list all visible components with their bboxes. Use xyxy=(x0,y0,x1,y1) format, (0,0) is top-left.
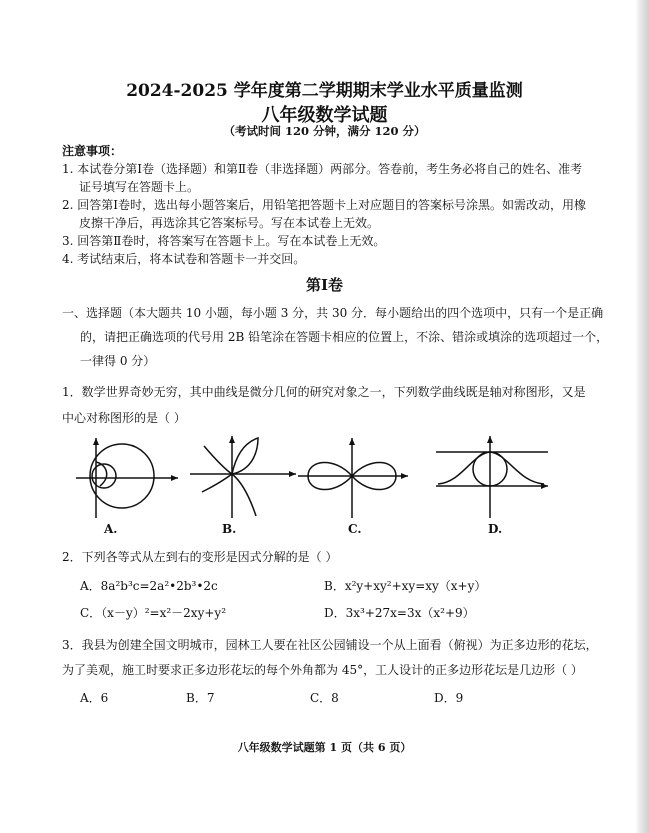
part1-instruction-line-3: 一律得 0 分） xyxy=(80,354,156,368)
notice-line-5: 3. 回答第Ⅱ卷时，将答案写在答题卡上。写在本试卷上无效。 xyxy=(62,234,386,248)
q2-option-c: C．（x－y）²=x²－2xy+y² xyxy=(80,606,226,620)
q3-option-a: A．6 xyxy=(80,691,109,705)
exam-subject-title: 八年级数学试题 xyxy=(261,105,388,126)
q1-figure-a xyxy=(70,432,194,520)
section-title: 第Ⅰ卷 xyxy=(305,276,344,294)
q1-figure-c xyxy=(294,432,418,520)
q1-option-b-label: B. xyxy=(222,522,237,536)
q2-option-d: D．3x³+27x=3x（x²+9） xyxy=(324,606,475,620)
part1-instruction-line-2: 的，请把正确选项的代号用 2B 铅笔涂在答题卡相应的位置上，不涂、错涂或填涂的选项超过一个， xyxy=(80,330,609,344)
part1-instruction-line-1: 一、选择题（本大题共 10 小题，每小题 3 分，共 30 分．每小题给出的四个选项中，只有一个是正确 xyxy=(62,306,604,320)
notice-line-4: 皮擦干净后，再选涂其它答案标号。写在本试卷上无效。 xyxy=(79,216,380,230)
q1-figure-b xyxy=(186,432,310,520)
notice-line-1: 1. 本试卷分第Ⅰ卷（选择题）和第Ⅱ卷（非选择题）两部分。答卷前，考生务必将自己的姓名、准考 xyxy=(62,162,583,176)
q1-option-d-label: D. xyxy=(488,522,503,536)
q1-option-a-label: A. xyxy=(104,522,118,536)
q3-option-c: C．8 xyxy=(310,691,339,705)
q3-option-d: D．9 xyxy=(434,691,464,705)
q1-figure-d xyxy=(432,432,556,520)
exam-time-info: （考试时间 120 分钟，满分 120 分） xyxy=(223,124,426,138)
q2-option-a: A．8a²b³c=2a²•2b³•2c xyxy=(80,579,218,593)
q3-option-b: B．7 xyxy=(186,691,215,705)
q1-option-c-label: C. xyxy=(348,522,362,536)
q3-stem-line-1: 3．我县为创建全国文明城市，园林工人要在社区公园铺设一个从上面看（俯视）为正多边形的花坛， xyxy=(62,638,598,652)
q2-stem: 2．下列各等式从左到右的变形是因式分解的是（ ） xyxy=(62,550,338,564)
exam-title: 2024-2025 学年度第二学期期末学业水平质量监测 xyxy=(126,81,523,101)
q3-stem-line-2: 为了美观，施工时要求正多边形花坛的每个外角都为 45°，工人设计的正多边形花坛是几边形（ ） xyxy=(62,663,583,677)
notice-line-3: 2. 回答第Ⅰ卷时，选出每小题答案后，用铅笔把答题卡上对应题目的答案标号涂黑。如需改动，用橡 xyxy=(62,198,587,212)
q1-stem-line-2: 中心对称图形的是（ ） xyxy=(62,411,186,425)
page-footer: 八年级数学试题第 1 页（共 6 页） xyxy=(237,741,412,754)
notice-line-2: 证号填写在答题卡上。 xyxy=(79,180,200,194)
notice-heading: 注意事项： xyxy=(62,144,123,158)
q2-option-b: B．x²y+xy²+xy=xy（x+y） xyxy=(324,579,487,593)
notice-line-6: 4. 考试结束后，将本试卷和答题卡一并交回。 xyxy=(62,252,306,266)
q1-stem-line-1: 1．数学世界奇妙无穷，其中曲线是微分几何的研究对象之一，下列数学曲线既是轴对称图形，又是 xyxy=(62,385,586,399)
